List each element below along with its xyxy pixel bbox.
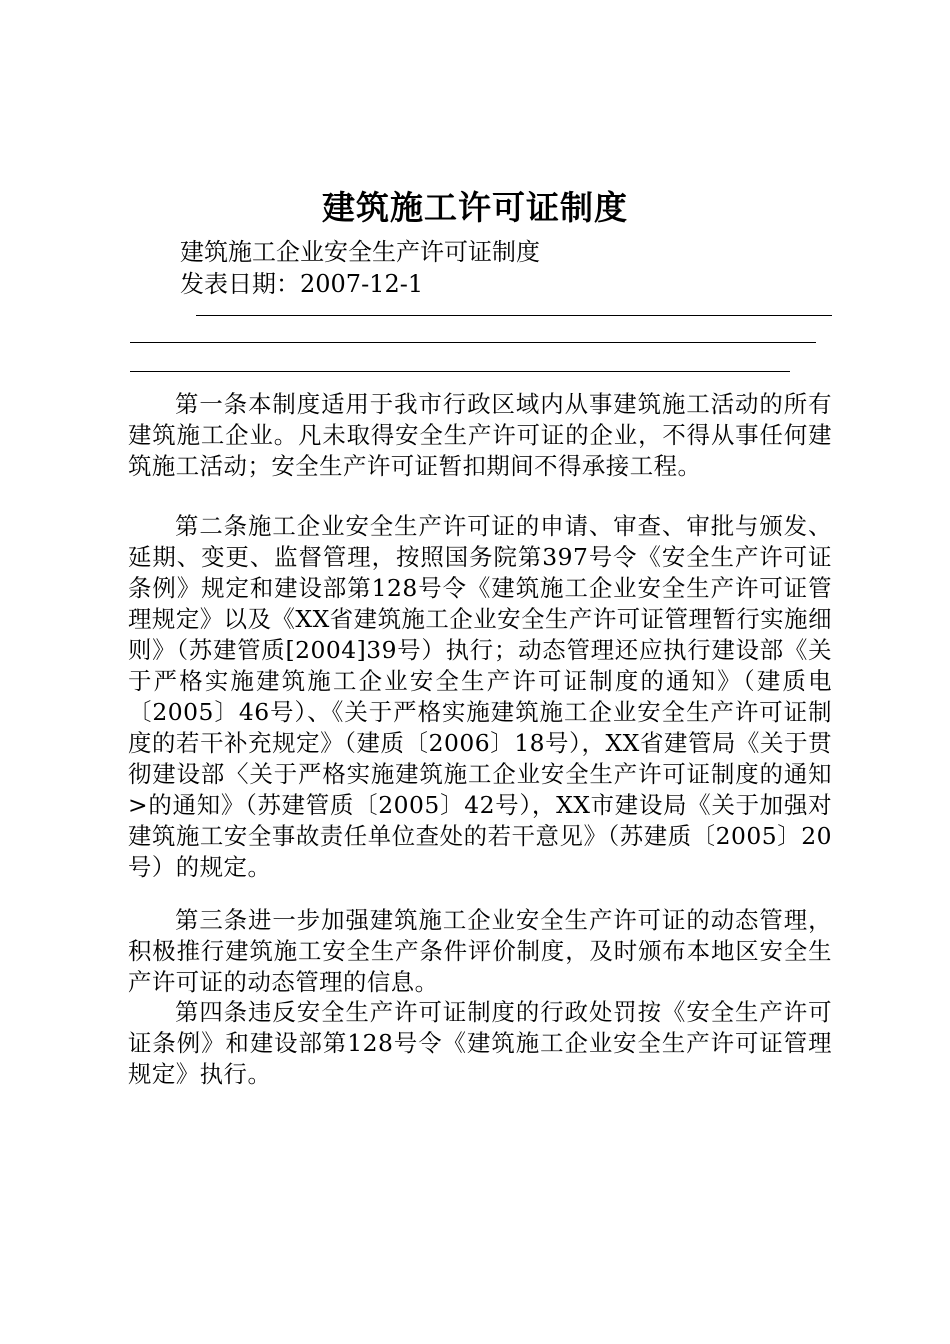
publish-date: 发表日期：2007-12-1 (180, 270, 424, 298)
article-4-paragraph: 第四条违反安全生产许可证制度的行政处罚按《安全生产许可证条例》和建设部第128号令《建筑施工企业安全生产许可证管理规定》执行。 (128, 998, 832, 1088)
separator-line (196, 315, 832, 316)
separator-line (130, 342, 816, 343)
document-subtitle: 建筑施工企业安全生产许可证制度 (180, 238, 540, 266)
article-2-paragraph: 第二条施工企业安全生产许可证的申请、审查、审批与颁发、延期、变更、监督管理，按照国务院第397号令《安全生产许可证条例》规定和建设部第128号令《建筑施工企业安全生产许可证管理规定》以及《XX省建筑施工企业安全生产许可证管理暂行实施细则》（苏建管质[2004]39号）执行；动态管理还应执行建设部《关于严格实施建筑施工企业安全生产许可证制度的通知》（建质电〔2005〕46号）、《关于严格实施建筑施工企业安全生产许可证制度的若干补充规定》（建质〔2006〕18号），XX省建管局《关于贯彻建设部〈关于严格实施建筑施工企业安全生产许可证制度的通知>的通知》（苏建管质〔2005〕42号），XX市建设局《关于加强对建筑施工安全事故责任单位查处的若干意见》（苏建质〔2005〕20号）的规定。 (128, 512, 832, 881)
article-3-paragraph: 第三条进一步加强建筑施工企业安全生产许可证的动态管理，积极推行建筑施工安全生产条件评价制度，及时颁布本地区安全生产许可证的动态管理的信息。 (128, 906, 832, 996)
article-1-paragraph: 第一条本制度适用于我市行政区域内从事建筑施工活动的所有建筑施工企业。凡未取得安全生产许可证的企业，不得从事任何建筑施工活动；安全生产许可证暂扣期间不得承接工程。 (128, 390, 832, 480)
separator-line (130, 371, 790, 372)
document-title: 建筑施工许可证制度 (322, 188, 628, 227)
